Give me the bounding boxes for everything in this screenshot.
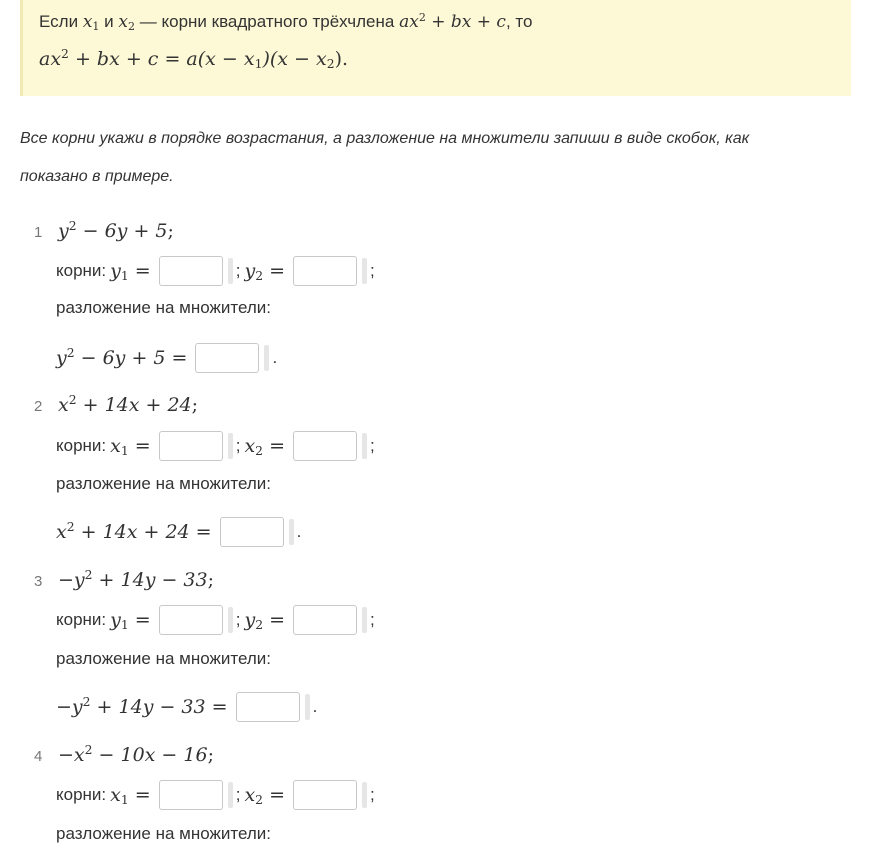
factor-expression: $y^2 - 6y + 5$ = xyxy=(56,346,188,369)
drag-handle[interactable] xyxy=(264,345,269,371)
root-1-input[interactable] xyxy=(159,605,223,635)
task-expression: $-x^2 - 10x - 16$; xyxy=(58,743,214,766)
root-1-input[interactable] xyxy=(159,431,223,461)
root-1-symbol: $y_1$ = xyxy=(110,260,151,284)
factor-row xyxy=(56,692,317,722)
factor-label: разложение на множители: xyxy=(56,824,271,843)
task-number: 2 xyxy=(34,398,43,415)
separator: ; xyxy=(235,261,241,280)
task-expression: $-y^2 + 14y - 33$; xyxy=(58,568,215,591)
root-2-input[interactable] xyxy=(293,431,357,461)
roots-label: корни: xyxy=(56,261,107,280)
separator: ; xyxy=(235,436,241,455)
factor-label: разложение на множители: xyxy=(56,649,271,668)
drag-handle[interactable] xyxy=(228,433,233,459)
roots-row xyxy=(56,605,375,635)
root-2-symbol: $y_2$ = xyxy=(244,609,286,633)
roots-row xyxy=(56,431,375,461)
roots-row xyxy=(56,256,375,286)
factor-row xyxy=(56,517,301,547)
factor-row xyxy=(56,343,277,373)
drag-handle[interactable] xyxy=(362,607,367,633)
task-expression: $x^2 + 14x + 24$; xyxy=(58,393,199,416)
root-2-input[interactable] xyxy=(293,256,357,286)
root-1-symbol: $x_1$ = xyxy=(110,435,151,459)
theory-note xyxy=(20,0,851,96)
drag-handle[interactable] xyxy=(228,258,233,284)
drag-handle[interactable] xyxy=(305,694,310,720)
roots-label: корни: xyxy=(56,785,107,804)
factor-expression: $x^2 + 14x + 24$ = xyxy=(56,520,212,543)
factor-input[interactable] xyxy=(195,343,259,373)
task-number: 1 xyxy=(34,224,43,241)
factor-label: разложение на множители: xyxy=(56,298,271,317)
factor-input[interactable] xyxy=(236,692,300,722)
root-1-symbol: $y_1$ = xyxy=(110,609,151,633)
instructions-line-2: показано в примере. xyxy=(20,168,174,185)
separator: ; xyxy=(370,261,375,280)
roots-label: корни: xyxy=(56,610,107,629)
task-number: 4 xyxy=(34,748,43,765)
instructions-line-1: Все корни укажи в порядке возрастания, а разложение на множители запиши в виде скобок, как xyxy=(20,130,750,147)
root-1-input[interactable] xyxy=(159,780,223,810)
root-2-input[interactable] xyxy=(293,780,357,810)
note-line-1: Если $x_1$ и $x_2$ — корни квадратного трёхчлена $ax^2$ + bx + c, то xyxy=(39,10,533,33)
drag-handle[interactable] xyxy=(362,782,367,808)
separator: ; xyxy=(235,610,241,629)
drag-handle[interactable] xyxy=(362,258,367,284)
drag-handle[interactable] xyxy=(362,433,367,459)
factor-expression: $-y^2 + 14y - 33$ = xyxy=(56,695,228,718)
separator: ; xyxy=(235,785,241,804)
roots-label: корни: xyxy=(56,436,107,455)
task-expression: $y^2 - 6y + 5$; xyxy=(58,219,174,242)
roots-row xyxy=(56,780,375,810)
period: . xyxy=(296,522,302,541)
drag-handle[interactable] xyxy=(289,519,294,545)
factor-label: разложение на множители: xyxy=(56,474,271,493)
task-number: 3 xyxy=(34,573,43,590)
note-line-2: $ax^2$ + bx + $c = a(x - x_1)(x - x_2)$. xyxy=(39,47,349,72)
drag-handle[interactable] xyxy=(228,607,233,633)
period: . xyxy=(312,697,318,716)
separator: ; xyxy=(369,785,375,804)
separator: ; xyxy=(369,436,375,455)
root-2-symbol: $x_2$ = xyxy=(244,784,285,808)
root-2-symbol: $y_2$ = xyxy=(244,260,286,284)
separator: ; xyxy=(370,610,375,629)
period: . xyxy=(272,348,278,367)
root-1-symbol: $x_1$ = xyxy=(110,784,151,808)
drag-handle[interactable] xyxy=(228,782,233,808)
root-1-input[interactable] xyxy=(159,256,223,286)
root-2-input[interactable] xyxy=(293,605,357,635)
root-2-symbol: $x_2$ = xyxy=(244,435,285,459)
factor-input[interactable] xyxy=(220,517,284,547)
